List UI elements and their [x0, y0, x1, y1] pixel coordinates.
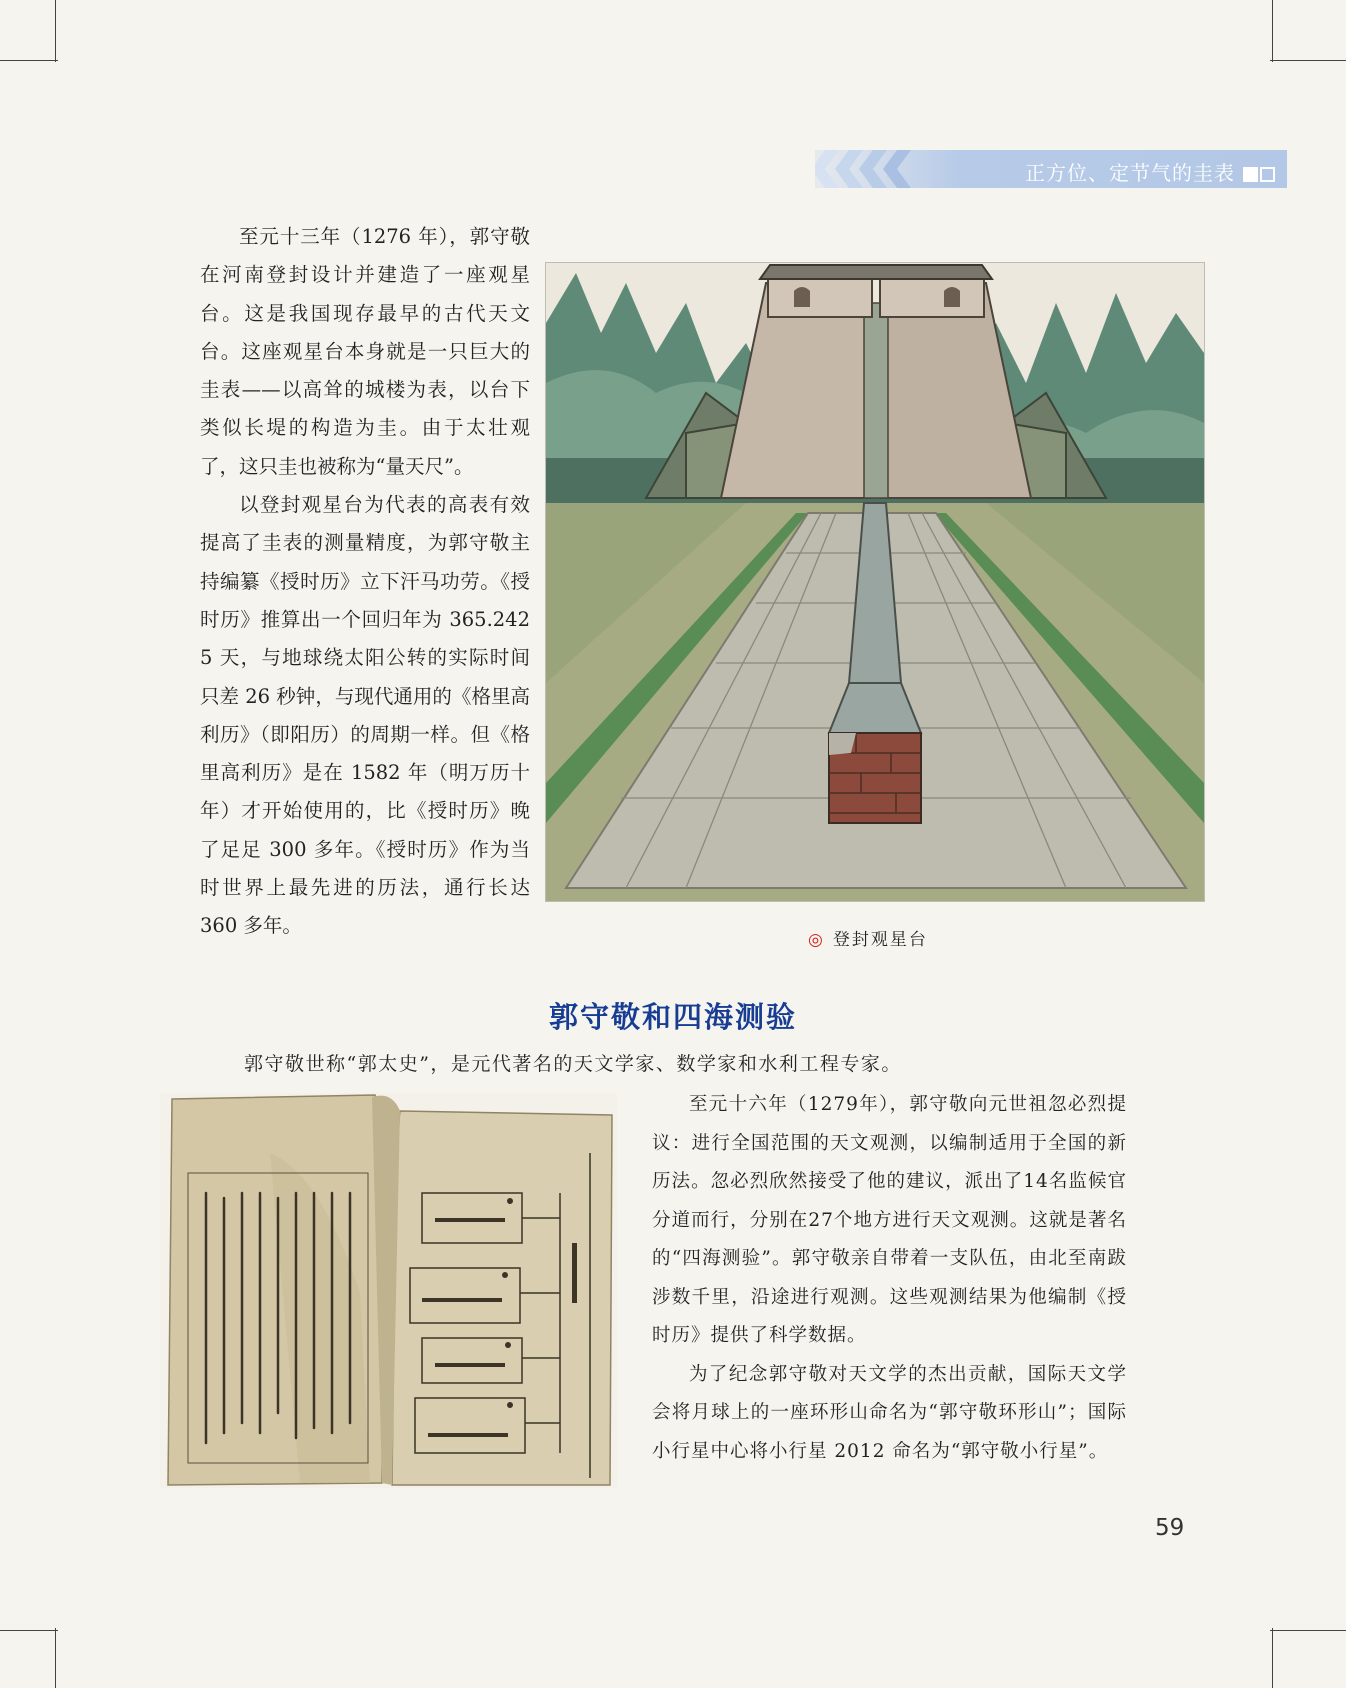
paragraph: 至元十三年（1276 年），郭守敬在河南登封设计并建造了一座观星台。这是我国现存最早的古代天文台。这座观星台本身就是一只巨大的圭表——以高耸的城楼为表，以台下类似长堤的构造为圭。由于太壮观了，这只圭也被称为“量天尺”。	[200, 225, 530, 478]
caption-text: 登封观星台	[832, 930, 928, 950]
crop-mark	[1270, 60, 1346, 61]
figure-caption	[808, 925, 928, 950]
caption-bullet-icon: ◎	[808, 930, 825, 950]
header-square-icons	[1241, 163, 1275, 187]
four-seas-survey-text	[652, 1086, 1127, 1471]
section-title: 郭守敬和四海测验	[548, 1000, 797, 1034]
crop-mark	[55, 1628, 56, 1688]
ancient-book-photo	[160, 1093, 617, 1488]
paragraph: 为了纪念郭守敬对天文学的杰出贡献，国际天文学会将月球上的一座环形山命名为“郭守敬环形山”；国际小行星中心将小行星 2012 命名为“郭守敬小行星”。	[652, 1363, 1127, 1462]
observatory-text-column	[200, 218, 530, 946]
paragraph: 以登封观星台为代表的高表有效提高了圭表的测量精度，为郭守敬主持编纂《授时历》立下汗马功劳。《授时历》推算出一个回归年为 365.242 5 天，与地球绕太阳公转的实际时间只差 26 秒钟，与现代通用的《格里高利历》（即阳历）的周期一样。但《格里高利历》是在 1582 年（明万历十年）才开始使用的，比《授时历》晚了足足 300 多年。《授时历》作为当时世界上最先进的历法，通行长达 360 多年。	[200, 493, 530, 938]
crop-mark	[55, 0, 56, 62]
crop-mark	[1272, 0, 1273, 62]
dengfeng-observatory-illustration	[545, 262, 1205, 902]
crop-mark	[0, 60, 58, 61]
crop-mark	[1272, 1628, 1273, 1688]
paragraph: 至元十六年（1279年），郭守敬向元世祖忽必烈提议：进行全国范围的天文观测，以编制适用于全国的新历法。忽必烈欣然接受了他的建议，派出了14名监候官分道而行，分别在27个地方进行天文观测。这就是著名的“四海测验”。郭守敬亲自带着一支队伍，由北至南跋涉数千里，沿途进行观测。这些观测结果为他编制《授时历》提供了科学数据。	[652, 1094, 1127, 1346]
page-number: 59	[1155, 1515, 1185, 1541]
section-intro: 郭守敬世称“郭太史”，是元代著名的天文学家、数学家和水利工程专家。	[244, 1053, 902, 1075]
chapter-title: 正方位、定节气的圭表	[1025, 157, 1275, 187]
crop-mark	[0, 1630, 58, 1631]
chevron-decoration-icon	[815, 150, 925, 188]
crop-mark	[1270, 1630, 1346, 1631]
